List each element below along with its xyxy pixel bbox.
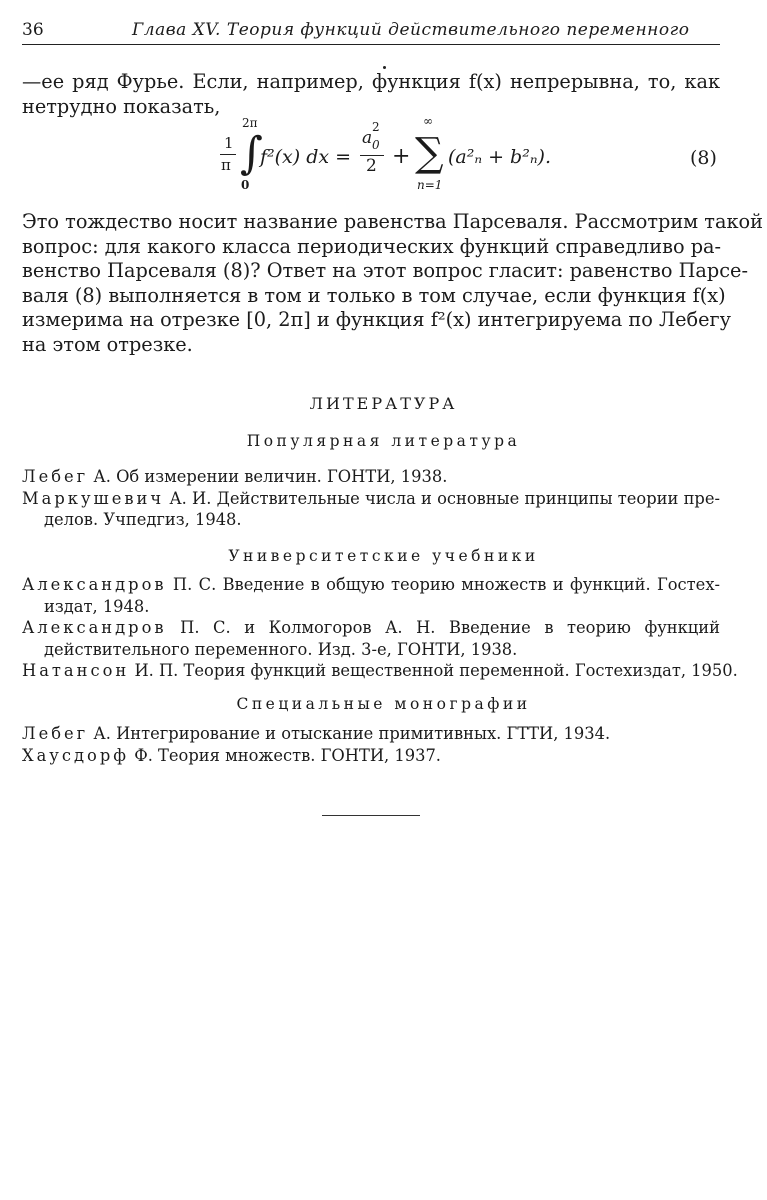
text-line: —ее ряд Фурье. Если, например, функция f(x) непрерывна, то, как xyxy=(22,70,720,93)
reference-text: А. И. Действительные числа и основные принципы теории пре- xyxy=(169,488,720,508)
running-head xyxy=(22,20,722,44)
plus-sign: + xyxy=(392,144,411,169)
sum-upper-limit: ∞ xyxy=(423,114,433,128)
text-line: нетрудно показать, xyxy=(22,94,221,118)
header-rule xyxy=(22,44,720,45)
reference-list xyxy=(22,574,738,682)
page-number: 36 xyxy=(22,20,44,40)
reference-text: П. С. и Колмогоров А. Н. Введение в теорию функций xyxy=(180,618,720,637)
text-line: измерима на отрезке [0, 2π] и функция f²(x) интегрируема по Лебегу xyxy=(22,308,731,332)
text-line: на этом отрезке. xyxy=(22,332,193,356)
summand: (a²ₙ + b²ₙ). xyxy=(448,146,551,168)
text-line: вопрос: для какого класса периодических функций справедливо ра- xyxy=(22,234,722,258)
reference-text: И. П. Теория функций вещественной переменной. Гостехиздат, 1950. xyxy=(134,661,738,680)
integrand: f²(x) dx = xyxy=(260,146,352,168)
reference-author: Александров xyxy=(22,618,167,637)
reference-text: Ф. Теория множеств. ГОНТИ, 1937. xyxy=(134,745,441,765)
literature-title: ЛИТЕРАТУРА xyxy=(309,394,458,413)
a0-denominator: 2 xyxy=(366,156,377,176)
reference-author: Хаусдорф xyxy=(22,745,129,765)
reference-text: А. Об измерении величин. ГОНТИ, 1938. xyxy=(93,467,448,486)
sum-sign-icon: ∑ xyxy=(415,130,444,176)
reference-author: Натансон xyxy=(22,661,130,680)
a0-numerator: a xyxy=(362,128,373,148)
reference-author: Лебег xyxy=(22,467,89,486)
a0-subscript: 0 xyxy=(372,138,380,152)
reference-text: А. Интегрирование и отыскание примитивных. ГТТИ, 1934. xyxy=(93,724,611,743)
reference-author: Лебег xyxy=(22,724,89,743)
integral-lower-limit: 0 xyxy=(241,178,250,192)
reference-entry xyxy=(22,723,720,745)
text-line: валя (8) выполняется в том и только в том случае, если функция f(x) xyxy=(22,283,726,307)
reference-entry xyxy=(22,617,720,660)
reference-text: действительного переменного. Изд. 3-е, ГОНТИ, 1938. xyxy=(44,639,518,659)
main-paragraph xyxy=(22,210,763,358)
print-speck xyxy=(383,66,386,69)
sum-lower-limit: n=1 xyxy=(417,178,443,192)
integral-upper-limit: 2π xyxy=(242,116,258,130)
reference-text: издат, 1948. xyxy=(44,596,150,616)
reference-entry xyxy=(22,466,720,488)
frac-bar xyxy=(220,154,236,155)
reference-entry xyxy=(22,745,720,767)
reference-list xyxy=(22,466,720,531)
integral-sign-icon: ∫ xyxy=(240,128,263,179)
frac-numerator: 1 xyxy=(224,134,234,152)
reference-list xyxy=(22,723,720,766)
reference-entry xyxy=(22,574,720,617)
reference-text: делов. Учпедгиз, 1948. xyxy=(44,510,242,529)
frac-denominator: π xyxy=(221,156,231,174)
reference-entry xyxy=(22,660,738,682)
reference-entry xyxy=(22,488,720,531)
parseval-formula xyxy=(210,110,550,200)
text-line: Это тождество носит название равенства Парсеваля. Рассмотрим такой xyxy=(22,210,763,233)
section-heading: Университетские учебники xyxy=(228,547,539,565)
reference-author: Маркушевич xyxy=(22,488,165,508)
equation-number: (8) xyxy=(690,147,717,169)
reference-author: Александров xyxy=(22,575,167,594)
section-heading: Популярная литература xyxy=(246,432,521,450)
text-line: венство Парсеваля (8)? Ответ на этот вопрос гласит: равенство Парсе- xyxy=(22,259,748,283)
end-rule xyxy=(322,815,420,816)
section-heading: Специальные монографии xyxy=(236,695,531,713)
a0-superscript: 2 xyxy=(372,120,380,134)
chapter-title: Глава XV. Теория функций действительного переменного xyxy=(132,20,690,40)
reference-text: П. С. Введение в общую теорию множеств и функций. Гостех- xyxy=(172,575,721,594)
